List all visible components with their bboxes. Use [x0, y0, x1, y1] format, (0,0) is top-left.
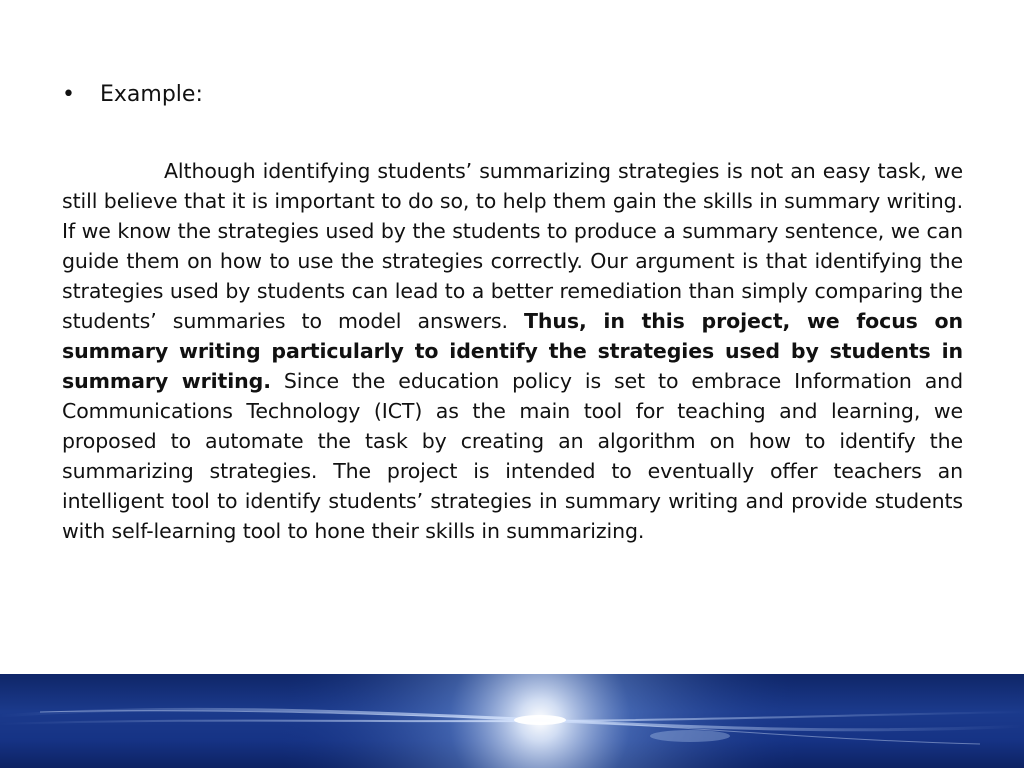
- body-paragraph: [62, 156, 963, 546]
- paragraph-bold-text: Thus, in this project, we focus on summary writing particularly to identify the strategies used by students in summary writing.: [62, 309, 963, 393]
- banner-graphic: [0, 674, 1024, 768]
- bullet-label: Example:: [100, 82, 203, 107]
- bullet-icon: •: [62, 82, 75, 107]
- footer-banner: [0, 674, 1024, 768]
- bullet-item: [62, 80, 963, 110]
- slide-content: [62, 80, 963, 567]
- paragraph-text-2: Since the education policy is set to embrace Information and Communications Technology (ICT) as the main tool for teaching and learning, we proposed to automate the task by creating an algorithm on how to identify the summarizing strategies. The project is intended to eventually offer teachers an intelligent tool to identify students’ strategies in summary writing and provide students with self-learning tool to hone their skills in summarizing.: [62, 369, 963, 543]
- paragraph-text-1: Although identifying students’ summarizing strategies is not an easy task, we still believe that it is important to do so, to help them gain the skills in summary writing. If we know the strategies used by the students to produce a summary sentence, we can guide them on how to use the strategies correctly. Our argument is that identifying the strategies used by students can lead to a better remediation than simply comparing the students’ summaries to model answers.: [62, 159, 963, 333]
